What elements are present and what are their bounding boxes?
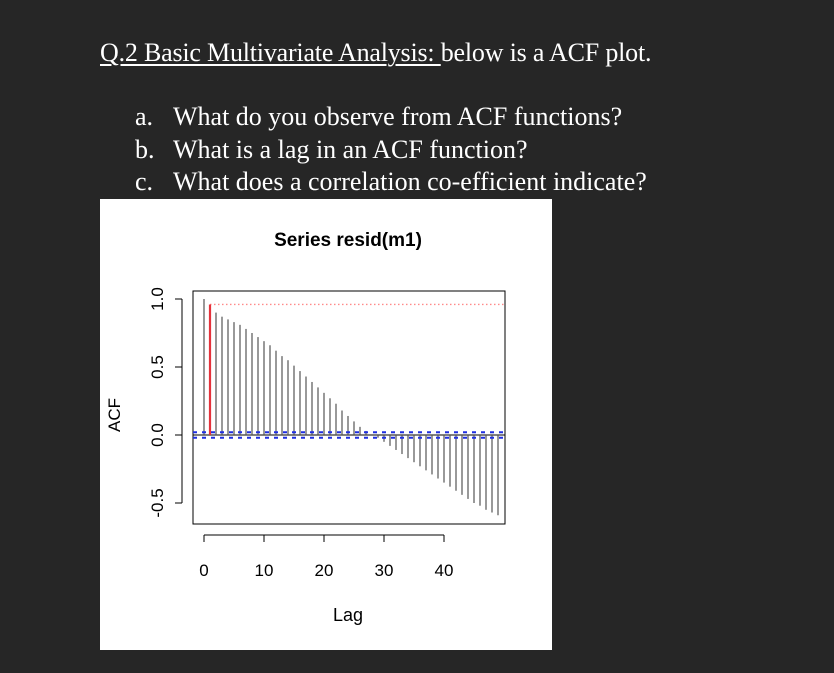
question-list [135, 101, 647, 199]
y-axis-label: ACF [105, 398, 124, 432]
question-item [135, 101, 647, 134]
question-marker: b. [135, 134, 155, 164]
question-title-rest: below is a ACF plot. [440, 38, 652, 67]
question-text: What do you observe from ACF functions? [173, 102, 623, 131]
question-marker: a. [135, 102, 154, 131]
y-tick-label: 0.5 [148, 355, 167, 379]
y-tick-label: -0.5 [148, 488, 167, 518]
x-tick-label: 20 [314, 561, 334, 580]
question-item [135, 134, 647, 167]
chart-title: Series resid(m1) [274, 230, 422, 251]
x-tick-label: 40 [434, 561, 454, 580]
y-tick-label: 0.0 [148, 423, 167, 447]
question-item [135, 166, 647, 199]
y-tick-label: 1.0 [148, 287, 167, 311]
question-title-underlined: Q.2 Basic Multivariate Analysis: [100, 38, 441, 67]
question-marker: c. [135, 167, 154, 196]
x-tick-label: 30 [374, 561, 394, 580]
question-title [100, 38, 651, 68]
question-text: What is a lag in an ACF function? [173, 134, 528, 164]
x-tick-label: 10 [254, 561, 274, 580]
acf-chart [100, 199, 552, 650]
question-text: What does a correlation co-efficient indicate? [173, 167, 647, 196]
acf-plot [100, 199, 552, 650]
x-tick-label: 0 [199, 561, 209, 580]
x-axis-label: Lag [332, 605, 364, 625]
